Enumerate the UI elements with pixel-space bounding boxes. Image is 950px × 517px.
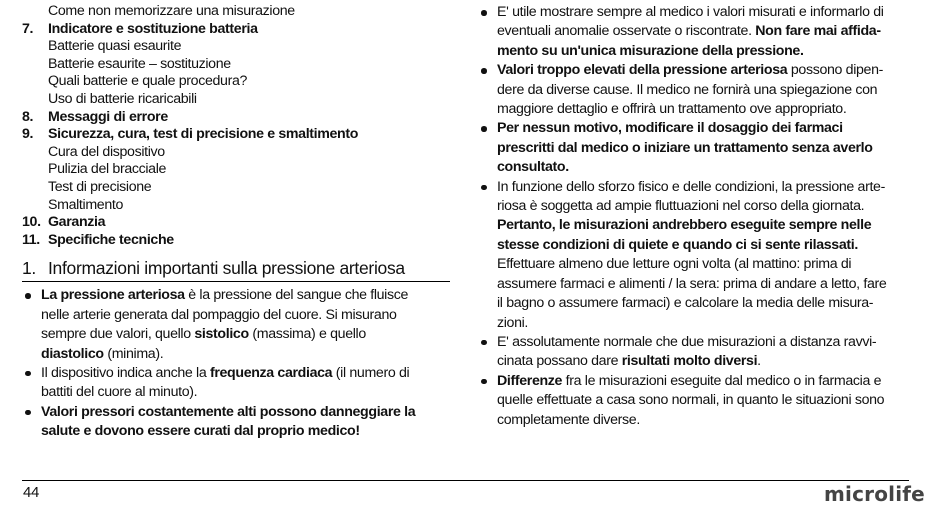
toc-chapter-entry	[22, 109, 452, 127]
bold-text: prescritti dal medico o iniziare un trattamento senza averlo	[497, 139, 873, 156]
bullet-line	[41, 345, 452, 364]
bullet-line	[41, 422, 452, 441]
toc-chapter-entry	[22, 214, 452, 232]
bullet-line	[497, 314, 910, 333]
bullet-line	[497, 255, 910, 274]
bold-text: Per nessun motivo, modificare il dosaggio dei farmaci	[497, 120, 843, 137]
toc-chapter-number: 9.	[22, 126, 34, 143]
toc-chapter-number: 11.	[22, 231, 40, 248]
toc-subentry: Cura del dispositivo	[48, 143, 165, 160]
text-run: eventuali anomalie osservate o riscontrate.	[497, 23, 756, 40]
toc-chapter-number: 10.	[22, 214, 41, 231]
bullet-item	[478, 61, 910, 119]
text-run: .	[757, 353, 761, 370]
table-of-contents	[22, 3, 452, 249]
text-run: E' assolutamente normale che due misurazioni a distanza ravvi-	[497, 333, 877, 350]
bold-text: diastolico	[41, 345, 104, 362]
text-run: assumere farmaci e alimenti / la sera: prima di andare a letto, fare	[497, 275, 887, 292]
text-run: E' utile mostrare sempre al medico i valori misurati e informarlo di	[497, 4, 884, 20]
toc-chapter-entry	[22, 232, 452, 250]
brand-logo: microlife	[824, 482, 925, 506]
bullet-line	[497, 352, 910, 371]
text-run: riosa è soggetta ad ampie fluttuazioni nel corso della giornata.	[497, 198, 865, 215]
bullet-line	[41, 403, 452, 422]
page-number: 44	[23, 484, 39, 501]
toc-subentry: Come non memorizzare una misurazione	[48, 3, 295, 19]
text-run: cinata possano dare	[497, 353, 622, 370]
left-column	[22, 3, 452, 442]
text-run: battiti del cuore al minuto).	[41, 384, 198, 401]
bullet-line	[497, 61, 910, 80]
text-run: (minima).	[103, 345, 164, 362]
bold-text: consultato.	[497, 159, 569, 176]
bullet-line	[497, 333, 910, 352]
toc-chapter-title: Indicatore e sostituzione batteria	[48, 20, 258, 37]
toc-subentry: Pulizia del bracciale	[48, 161, 167, 178]
bullet-item	[478, 178, 910, 333]
bold-text: mento su un'unica misurazione della pressione.	[497, 42, 804, 59]
bullet-item	[22, 364, 452, 403]
text-run: Il dispositivo indica anche la	[41, 364, 210, 381]
text-run: nelle arterie generata dal pompaggio del cuore. Si misurano	[41, 306, 397, 323]
bullet-line	[497, 178, 910, 197]
bullet-line	[497, 158, 910, 177]
bullet-line	[497, 391, 910, 410]
text-run: completamente diverse.	[497, 411, 640, 428]
text-run: possono dipen-	[787, 62, 883, 79]
toc-subentry: Batterie esaurite – sostituzione	[48, 55, 231, 72]
text-run: zioni.	[497, 314, 529, 331]
toc-subentry: Uso di batterie ricaricabili	[48, 90, 197, 107]
bullet-line	[497, 22, 910, 41]
bold-text: frequenza cardiaca	[209, 364, 333, 381]
bullet-item	[22, 286, 452, 364]
toc-subentry: Smaltimento	[48, 196, 123, 213]
bullet-line	[497, 42, 910, 61]
bold-text: sistolico	[194, 326, 249, 343]
text-run: Effettuare almeno due letture ogni volta (al mattino: prima di	[497, 256, 852, 273]
bold-text: risultati molto diversi	[621, 353, 758, 370]
text-run: maggiore dettaglio e offrirà un trattamento ove appropriato.	[497, 101, 847, 118]
toc-subentry: Batterie quasi esaurite	[48, 38, 182, 55]
text-run: (massima) e quello	[248, 326, 366, 343]
toc-chapter-title: Messaggi di errore	[48, 108, 168, 125]
section-title-text: Informazioni importanti sulla pressione arteriosa	[48, 258, 405, 279]
bullet-item	[478, 333, 910, 372]
bullet-line	[497, 216, 910, 235]
text-run: il bagno o assumere farmaci) e calcolare la media delle misura-	[497, 295, 874, 312]
section-number: 1.	[22, 258, 36, 279]
bold-text: Non fare mai affida-	[755, 23, 881, 40]
bullet-item	[478, 372, 910, 430]
bullet-line	[497, 275, 910, 294]
bold-text: Pertanto, le misurazioni andrebbero eseguite sempre nelle	[497, 217, 872, 234]
text-run: è la pressione del sangue che fluisce	[184, 287, 409, 304]
text-run: fra le misurazioni eseguite dal medico o in farmacia e	[562, 372, 882, 389]
right-bullet-list	[478, 3, 910, 430]
bullet-line	[497, 81, 910, 100]
bullet-line	[497, 3, 910, 22]
bullet-line	[497, 100, 910, 119]
toc-subentry: Quali batterie e quale procedura?	[48, 73, 248, 90]
bullet-item	[478, 119, 910, 177]
bullet-item	[22, 403, 452, 442]
bullet-line	[497, 294, 910, 313]
toc-subentry: Test di precisione	[48, 178, 152, 195]
bullet-line	[41, 364, 452, 383]
section-heading	[22, 257, 450, 282]
bullet-line	[497, 372, 910, 391]
bold-text: Valori troppo elevati della pressione arteriosa	[497, 62, 788, 79]
bullet-line	[41, 286, 452, 305]
toc-chapter-number: 7.	[22, 20, 34, 37]
footer-divider	[22, 480, 909, 481]
bullet-item	[478, 3, 910, 61]
bullet-line	[497, 197, 910, 216]
toc-chapter-title: Specifiche tecniche	[48, 231, 174, 248]
toc-chapter-entry	[22, 126, 452, 144]
toc-chapter-entry	[22, 21, 452, 39]
bullet-line	[41, 383, 452, 402]
bullet-line	[41, 325, 452, 344]
bold-text: salute e dovono essere curati dal proprio medico!	[41, 423, 360, 440]
bold-text: Valori pressori costantemente alti possono danneggiare la	[41, 403, 416, 420]
bullet-line	[497, 236, 910, 255]
bullet-line	[497, 411, 910, 430]
right-column	[478, 3, 910, 430]
bold-text: Differenze	[497, 372, 563, 389]
toc-chapter-title: Garanzia	[48, 214, 106, 231]
bullet-line	[41, 306, 452, 325]
bold-text: stesse condizioni di quiete e quando ci si sente rilassati.	[497, 236, 858, 253]
left-bullet-list	[22, 286, 452, 441]
text-run: sempre due valori, quello	[41, 326, 195, 343]
text-run: In funzione dello sforzo fisico e delle condizioni, la pressione arte-	[497, 178, 885, 195]
bullet-line	[497, 119, 910, 138]
toc-chapter-number: 8.	[22, 108, 34, 125]
text-run: quelle effettuate a casa sono normali, in quanto le situazioni sono	[497, 392, 885, 409]
bullet-line	[497, 139, 910, 158]
bold-text: La pressione arteriosa	[41, 287, 185, 304]
toc-chapter-title: Sicurezza, cura, test di precisione e smaltimento	[48, 126, 359, 143]
text-run: (il numero di	[332, 364, 410, 381]
text-run: dere da diverse cause. Il medico ne fornirà una spiegazione con	[497, 81, 878, 98]
